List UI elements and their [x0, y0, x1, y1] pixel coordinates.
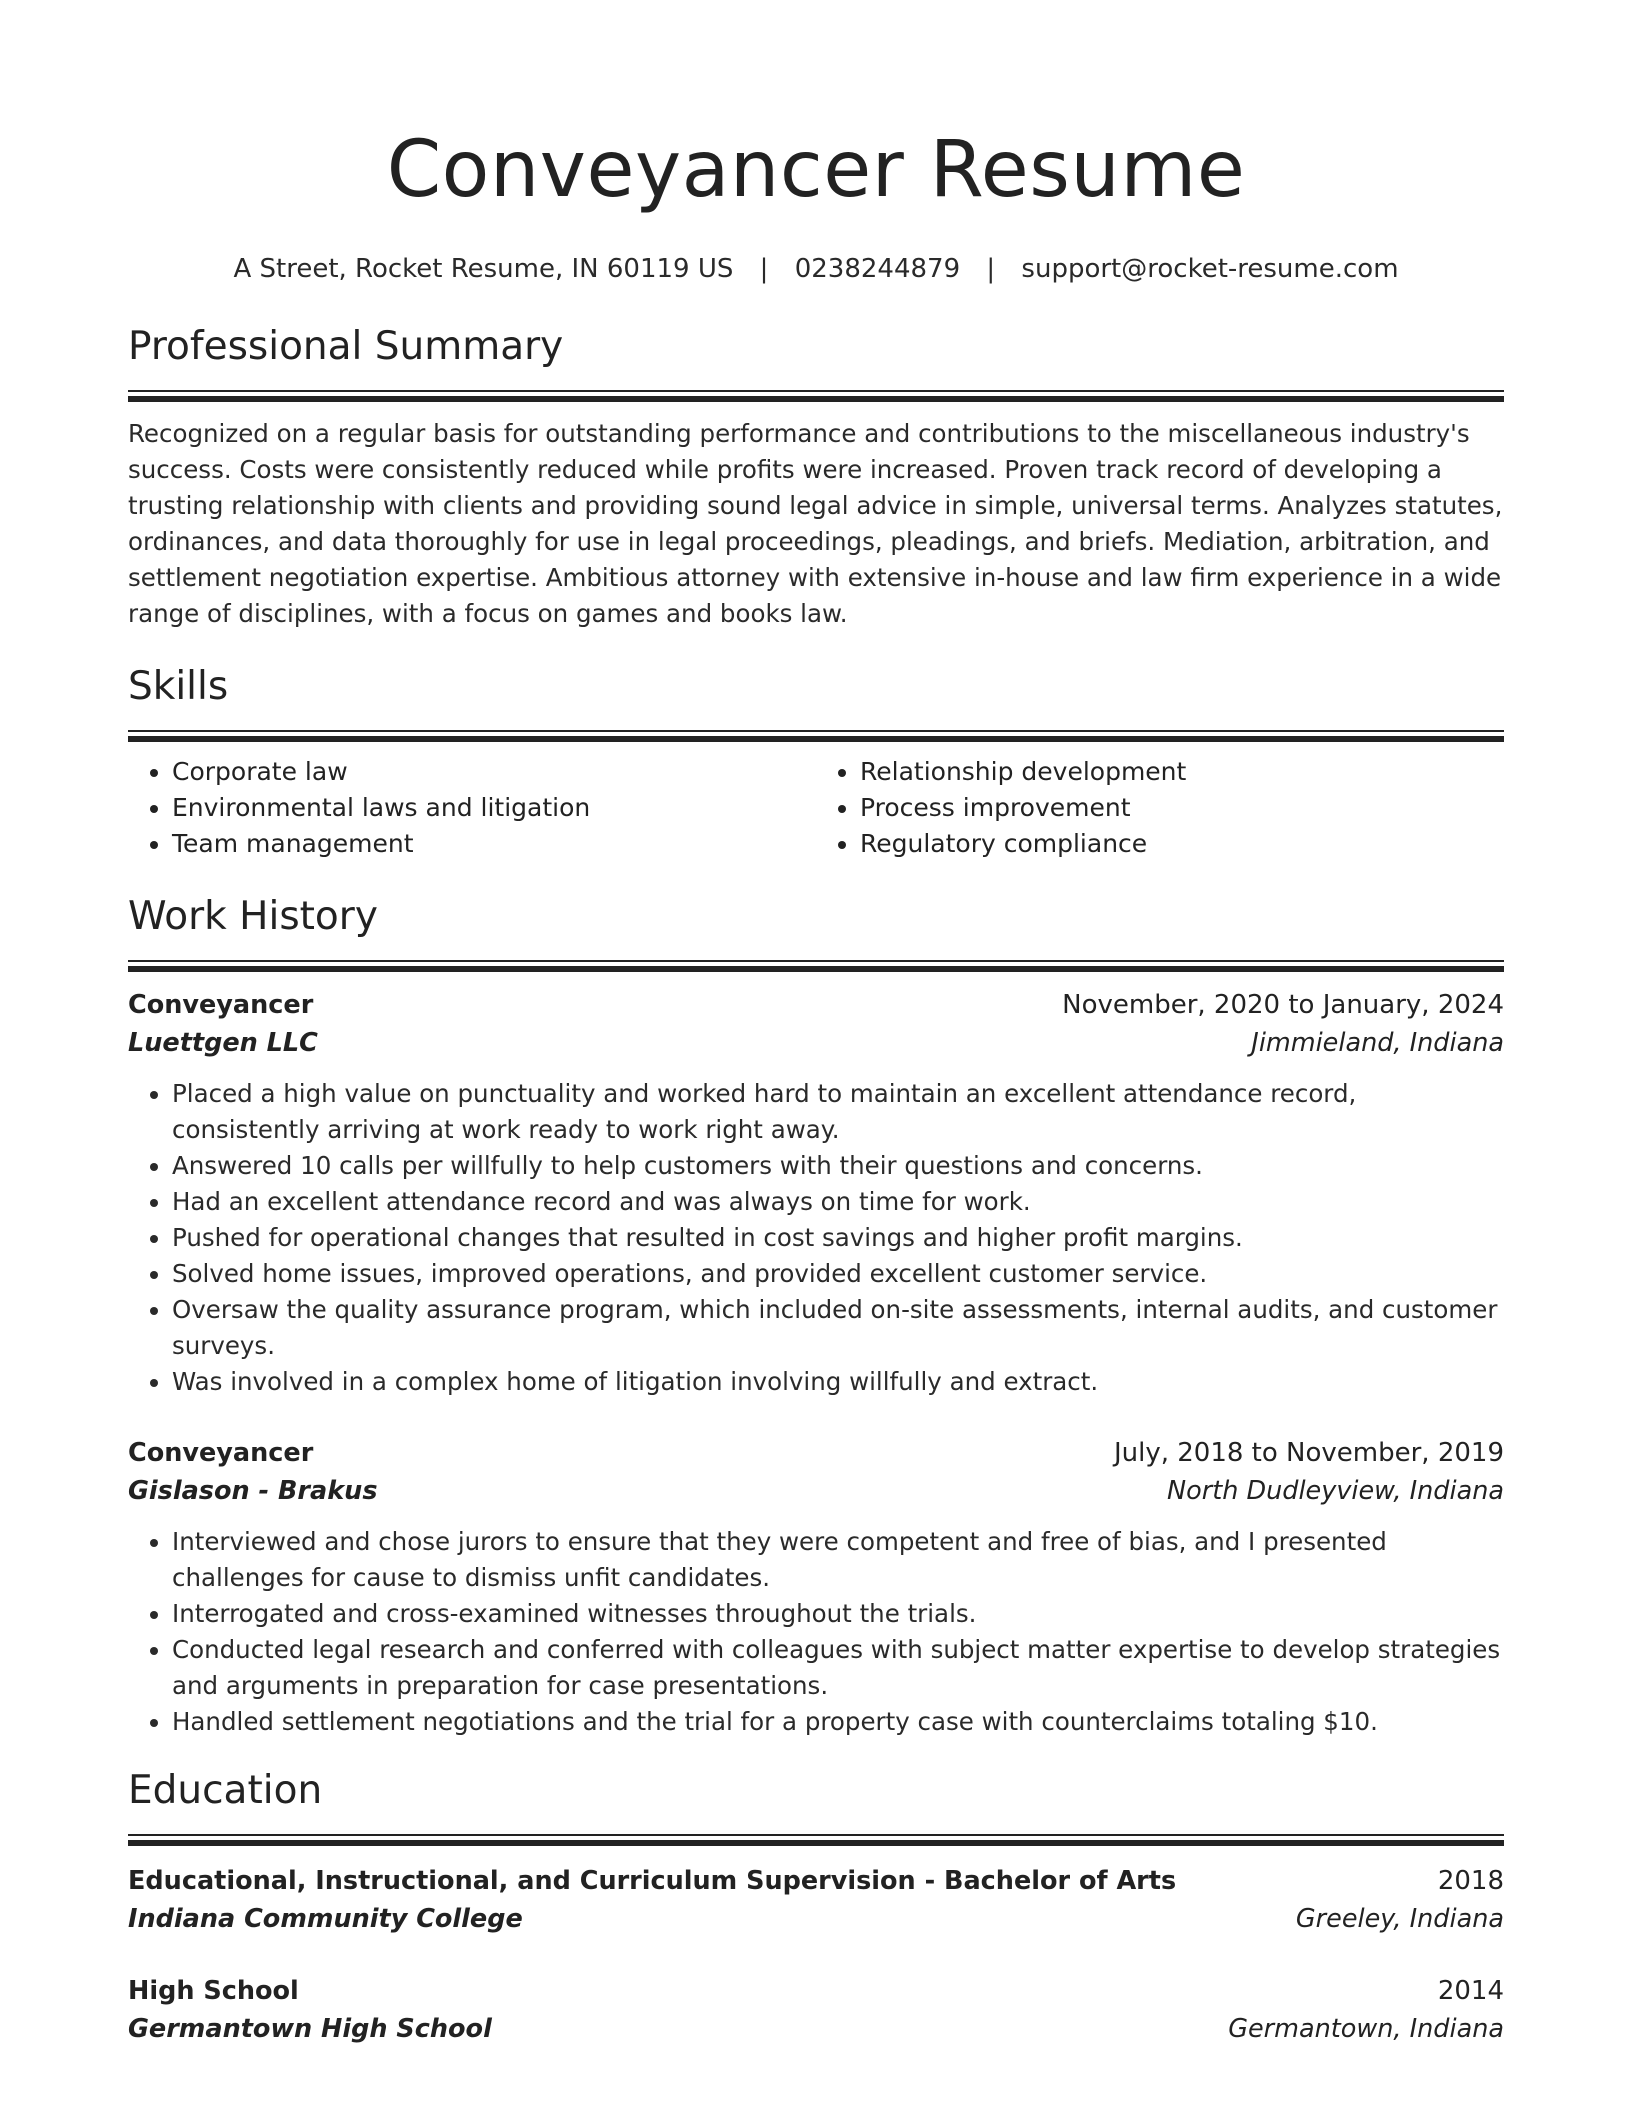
job-dates: July, 2018 to November, 2019: [1113, 1438, 1504, 1468]
job-bullet: • Was involved in a complex home of litigation involving willfully and extract.: [172, 1364, 1504, 1400]
section-title: Work History: [128, 894, 378, 939]
job-bullet: • Oversaw the quality assurance program, which included on-site assessments, internal audits, and customer surveys.: [172, 1292, 1504, 1364]
skill-item: • Environmental laws and litigation: [172, 790, 816, 826]
company-name: Gislason - Brakus: [128, 1476, 378, 1506]
skill-item: • Relationship development: [860, 754, 1504, 790]
section-education: [128, 1766, 1504, 2048]
divider-thin: [128, 960, 1504, 962]
section-title: Skills: [128, 664, 229, 709]
divider-thick: [128, 1840, 1504, 1846]
skills-list-right: [816, 754, 1504, 862]
education-entry: [128, 1862, 1504, 1938]
job-bullet: • Placed a high value on punctuality and worked hard to maintain an excellent attendance record, consistently arriving at work ready to work right away.: [172, 1076, 1504, 1148]
skills-list-left: [128, 754, 816, 862]
divider-thin: [128, 1834, 1504, 1836]
company-name: Luettgen LLC: [128, 1028, 318, 1058]
job-bullet: • Pushed for operational changes that resulted in cost savings and higher profit margins.: [172, 1220, 1504, 1256]
summary-text: Recognized on a regular basis for outstanding performance and contributions to the miscellaneous industry's success. Costs were consistently reduced while profits were increased. Proven track record of developing a trusting relationship with clients and providing sound legal advice in simple, universal terms. Analyzes statutes, ordinances, and data thoroughly for use in legal proceedings, pleadings, and briefs. Mediation, arbitration, and settlement negotiation expertise. Ambitious attorney with extensive in-house and law firm experience in a wide range of disciplines, with a focus on games and books law.: [128, 419, 1503, 628]
contact-separator: |: [759, 254, 769, 284]
job-bullet: • Handled settlement negotiations and the trial for a property case with counterclaims totaling $10.: [172, 1704, 1504, 1740]
skill-item: • Process improvement: [860, 790, 1504, 826]
divider-thin: [128, 730, 1504, 732]
skill-item: • Team management: [172, 826, 816, 862]
school-name: Indiana Community College: [128, 1904, 523, 1934]
graduation-year: 2014: [1437, 1976, 1504, 2006]
job-location: North Dudleyview, Indiana: [1167, 1476, 1504, 1506]
graduation-year: 2018: [1437, 1866, 1504, 1896]
divider-thick: [128, 396, 1504, 402]
job-bullets: [128, 1524, 1504, 1740]
skill-item: • Regulatory compliance: [860, 826, 1504, 862]
divider-thick: [128, 736, 1504, 742]
job-location: Jimmieland, Indiana: [1251, 1028, 1504, 1058]
job-bullet: • Solved home issues, improved operations, and provided excellent customer service.: [172, 1256, 1504, 1292]
degree-name: Educational, Instructional, and Curriculum Supervision - Bachelor of Arts: [128, 1866, 1177, 1896]
section-title: Education: [128, 1768, 323, 1813]
section-title: Professional Summary: [128, 324, 564, 369]
job-bullet: • Interviewed and chose jurors to ensure that they were competent and free of bias, and I presented challenges for cause to dismiss unfit candidates.: [172, 1524, 1504, 1596]
school-name: Germantown High School: [128, 2014, 492, 2044]
job-bullets: [128, 1076, 1504, 1400]
section-skills: [128, 662, 1504, 862]
section-work-history: [128, 892, 1504, 1740]
job-entry: [128, 986, 1504, 1400]
contact-address: A Street, Rocket Resume, IN 60119 US: [233, 254, 734, 284]
divider-thin: [128, 390, 1504, 392]
contact-line: [128, 252, 1504, 286]
job-title: Conveyancer: [128, 990, 314, 1020]
contact-email: support@rocket-resume.com: [1021, 254, 1399, 284]
resume-title: Conveyancer Resume: [386, 125, 1246, 215]
contact-separator: |: [986, 254, 996, 284]
degree-name: High School: [128, 1976, 299, 2006]
section-summary: [128, 322, 1504, 632]
job-bullet: • Conducted legal research and conferred with colleagues with subject matter expertise to develop strategies and arguments in preparation for case presentations.: [172, 1632, 1504, 1704]
job-bullet: • Interrogated and cross-examined witnesses throughout the trials.: [172, 1596, 1504, 1632]
job-title: Conveyancer: [128, 1438, 314, 1468]
skill-item: • Corporate law: [172, 754, 816, 790]
contact-phone: 0238244879: [794, 254, 961, 284]
school-location: Greeley, Indiana: [1295, 1904, 1504, 1934]
school-location: Germantown, Indiana: [1228, 2014, 1504, 2044]
divider-thick: [128, 966, 1504, 972]
job-bullet: • Answered 10 calls per willfully to help customers with their questions and concerns.: [172, 1148, 1504, 1184]
education-entry: [128, 1972, 1504, 2048]
skills-columns: [128, 754, 1504, 862]
job-bullet: • Had an excellent attendance record and was always on time for work.: [172, 1184, 1504, 1220]
job-dates: November, 2020 to January, 2024: [1062, 990, 1504, 1020]
job-entry: [128, 1434, 1504, 1740]
